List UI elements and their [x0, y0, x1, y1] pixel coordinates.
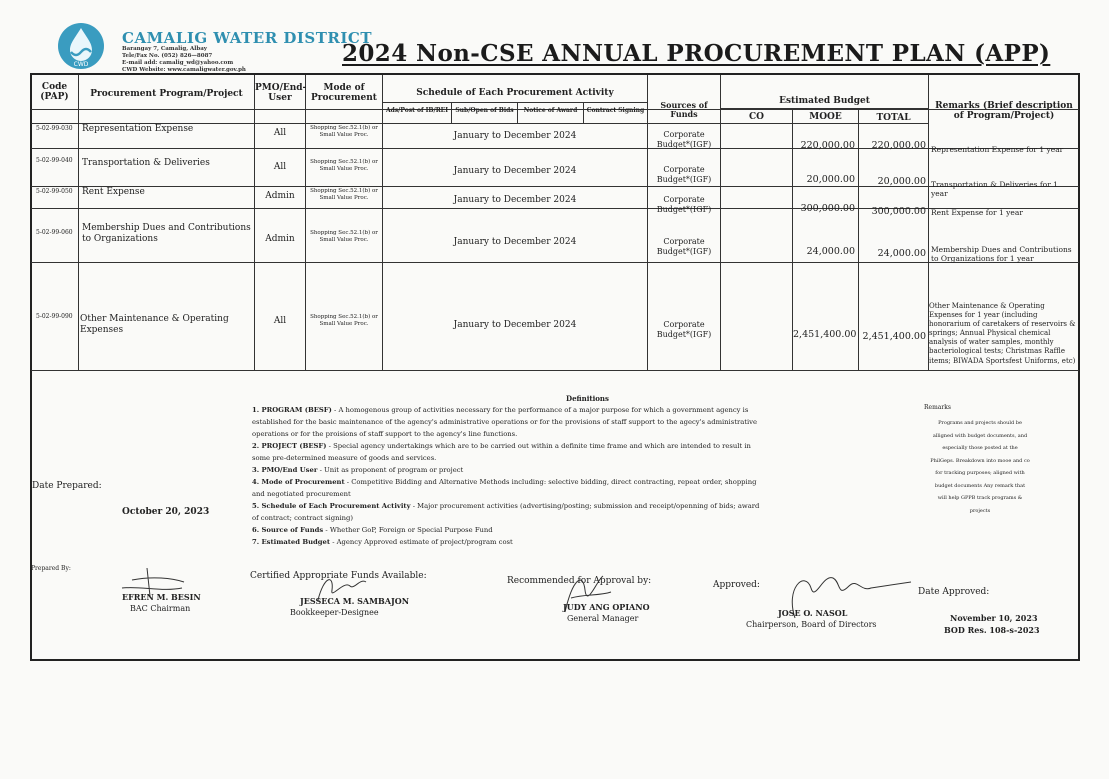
remarks-note-label: Remarks [924, 404, 951, 411]
row-remarks: Transportation & Deliveries for 1 year [931, 180, 1058, 199]
header-contract: Contract Signing [586, 107, 645, 114]
row-source: Corporate Budget*(IGF) [656, 320, 712, 339]
definition-text: - Unit as proponent of program or project [317, 466, 464, 474]
definition-term: 5. Schedule of Each Procurement Activity [252, 502, 411, 510]
definition-text: - Whether GoP, Foreign or Special Purpose Fund [323, 526, 493, 534]
row-schedule: January to December 2024 [453, 131, 577, 141]
date-prepared-value: October 20, 2023 [122, 507, 210, 517]
svg-text:CWD: CWD [73, 61, 89, 68]
date-approved-label: Date Approved: [918, 587, 990, 597]
definition-term: 1. PROGRAM (BESF) [252, 406, 332, 414]
row-source: Corporate Budget*(IGF) [656, 195, 712, 214]
definition-text: - Agency Approved estimate of project/program cost [330, 538, 513, 546]
certified-role: Bookkeeper-Designee [290, 608, 379, 617]
row-pmo: All [273, 162, 287, 172]
definition-term: 2. PROJECT (BESF) [252, 442, 327, 450]
row-program: Representation Expense [82, 124, 194, 134]
row-pmo: Admin [265, 191, 295, 201]
row-source: Corporate Budget*(IGF) [656, 237, 712, 256]
header-notice: Notice of Award [523, 107, 578, 114]
approved-name: JOSE O. NASOL [778, 608, 848, 618]
row-total: 24,000.00 [877, 248, 926, 259]
definition-term: 3. PMO/End User [252, 466, 318, 474]
row-code: 5-02-99-090 [36, 313, 73, 320]
prepared-by-label: Prepared By: [31, 565, 71, 572]
prepared-by-name: EFREN M. BESIN [122, 592, 201, 602]
bod-resolution: BOD Res. 108-s-2023 [944, 625, 1040, 635]
header-sub-open: Sub/Open of Bids [455, 107, 514, 114]
header-schedule: Schedule of Each Procurement Activity [416, 88, 614, 98]
row-schedule: January to December 2024 [453, 237, 577, 247]
row-source: Corporate Budget*(IGF) [656, 130, 712, 149]
row-schedule: January to December 2024 [453, 195, 577, 205]
row-program: Transportation & Deliveries [82, 158, 210, 168]
row-mooe: 20,000.00 [806, 174, 855, 185]
approved-label: Approved: [713, 580, 760, 590]
header-budget: Estimated Budget [779, 96, 870, 106]
definition-term: 7. Estimated Budget [252, 538, 331, 546]
row-code: 5-02-99-030 [36, 125, 73, 132]
definition-text: - Major procurement activities (advertising/posting; submission and receipt/openning of bids; award of contract; contract signing) [252, 502, 760, 522]
row-code: 5-02-99-050 [36, 188, 73, 195]
definition-item [252, 536, 762, 548]
row-mooe: 220,000.00 [800, 140, 855, 151]
header-code: Code (PAP) [40, 82, 69, 103]
header-remarks: Remarks (Brief description of Program/Project) [935, 101, 1073, 122]
header-mode: Mode of Procurement [311, 83, 377, 104]
certified-label: Certified Appropriate Funds Available: [250, 571, 427, 581]
row-program: Rent Expense [82, 187, 145, 197]
prepared-by-role: BAC Chairman [130, 604, 191, 613]
row-total: 300,000.00 [871, 206, 926, 217]
row-mode: Shopping Sec.52.1(b) or Small Value Proc. [310, 125, 378, 139]
row-total: 20,000.00 [877, 176, 926, 187]
row-total: 2,451,400.00 [862, 331, 926, 342]
definition-term: 4. Mode of Procurement [252, 478, 345, 486]
row-mode: Shopping Sec.52.1(b) or Small Value Proc. [310, 230, 378, 244]
row-mooe: 24,000.00 [806, 246, 855, 257]
header-total: TOTAL [876, 113, 911, 123]
row-mooe: 2,451,400.00 [793, 329, 857, 340]
row-mode: Shopping Sec.52.1(b) or Small Value Proc. [310, 314, 378, 328]
definition-item [252, 476, 762, 500]
org-email: E-mail add: camalig_wd@yahoo.com [122, 60, 234, 66]
definition-item [252, 464, 762, 476]
org-name: CAMALIG WATER DISTRICT [122, 29, 373, 47]
row-remarks: Membership Dues and Contributions to Organizations for 1 year [931, 245, 1072, 264]
row-schedule: January to December 2024 [453, 320, 577, 330]
recommended-name: JUDY ANG OPIANO [563, 602, 650, 612]
definition-item [252, 440, 762, 464]
row-mooe: 300,000.00 [800, 203, 855, 214]
org-telfax: Tele/Fax No. (052) 826—8087 [122, 53, 213, 59]
row-total: 220,000.00 [871, 140, 926, 151]
certified-name: JESSECA M. SAMBAJON [300, 596, 410, 606]
recommended-label: Recommended for Approval by: [507, 576, 652, 586]
date-prepared-label: Date Prepared: [32, 481, 102, 491]
row-source: Corporate Budget*(IGF) [656, 165, 712, 184]
row-mode: Shopping Sec.52.1(b) or Small Value Proc. [310, 188, 378, 202]
definitions-list [252, 404, 762, 548]
row-pmo: Admin [265, 234, 295, 244]
definition-item [252, 524, 762, 536]
header-sources: Sources of Funds [660, 100, 708, 120]
header-co: CO [748, 112, 764, 122]
approved-role: Chairperson, Board of Directors [746, 620, 877, 629]
header-mooe: MOOE [809, 112, 842, 122]
definition-item [252, 404, 762, 440]
header-ads: Ads/Post of IB/REI [385, 107, 449, 114]
row-code: 5-02-99-040 [36, 157, 73, 164]
header-program: Procurement Program/Project [90, 89, 243, 99]
row-remarks: Other Maintenance & Operating Expenses for 1 year (including honorarium of caretakers of reservoirs & springs; Annual Physical chemical analysis of water samples, monthly bacteriological tests; Christmas Raffle items; BIWADA Sportsfest Uniforms, etc) [929, 302, 1076, 365]
org-address: Barangay 7, Camalig, Albay [122, 46, 207, 52]
definition-term: 6. Source of Funds [252, 526, 324, 534]
org-website: CWD Website: www.camaligwater.gov.ph [122, 67, 246, 73]
document-title: 2024 Non-CSE ANNUAL PROCUREMENT PLAN (APP) [342, 40, 1051, 67]
definition-item [252, 500, 762, 524]
header-pmo: PMO/End-User [255, 83, 307, 104]
remarks-note: Programs and projects should be alligned with budget documents, and especially those posted at the PhilGeps. Breakdown into mooe and co for tracking purposes; aligned with budget documents Any remark that will help GPPB track programs & projects [930, 420, 1030, 514]
row-schedule: January to December 2024 [453, 166, 577, 176]
recommended-role: General Manager [567, 614, 639, 623]
row-program: Other Maintenance & Operating Expenses [80, 314, 229, 336]
row-remarks: Rent Expense for 1 year [931, 208, 1023, 217]
row-code: 5-02-99-060 [36, 229, 73, 236]
row-remarks: Representation Expense for 1 year [931, 145, 1064, 154]
row-pmo: All [273, 316, 287, 326]
definition-text: - Special agency undertakings which are to be carried out within a definite time frame and which are intended to result in some pre-determined measure of goods and services. [252, 442, 751, 462]
row-pmo: All [273, 128, 287, 138]
row-program: Membership Dues and Contributions to Organizations [82, 223, 251, 245]
definitions-title: Definitions [566, 394, 609, 403]
definition-text: - Competitive Bidding and Alternative Methods including: selective bidding, direct contracting, repeat order, shopping and negotiated procurement [252, 478, 757, 498]
row-mode: Shopping Sec.52.1(b) or Small Value Proc. [310, 159, 378, 173]
water-district-logo [57, 22, 105, 70]
date-approved-value: November 10, 2023 [950, 613, 1038, 623]
definition-text: - A homogenous group of activities necessary for the performance of a major purpose for which a government agency is established for the basic maintenance of the agency's administrative operations or for the provisions of staff support to the agecy's administrative operations or for the proisions of staff support to the agency's line functions. [252, 406, 758, 438]
